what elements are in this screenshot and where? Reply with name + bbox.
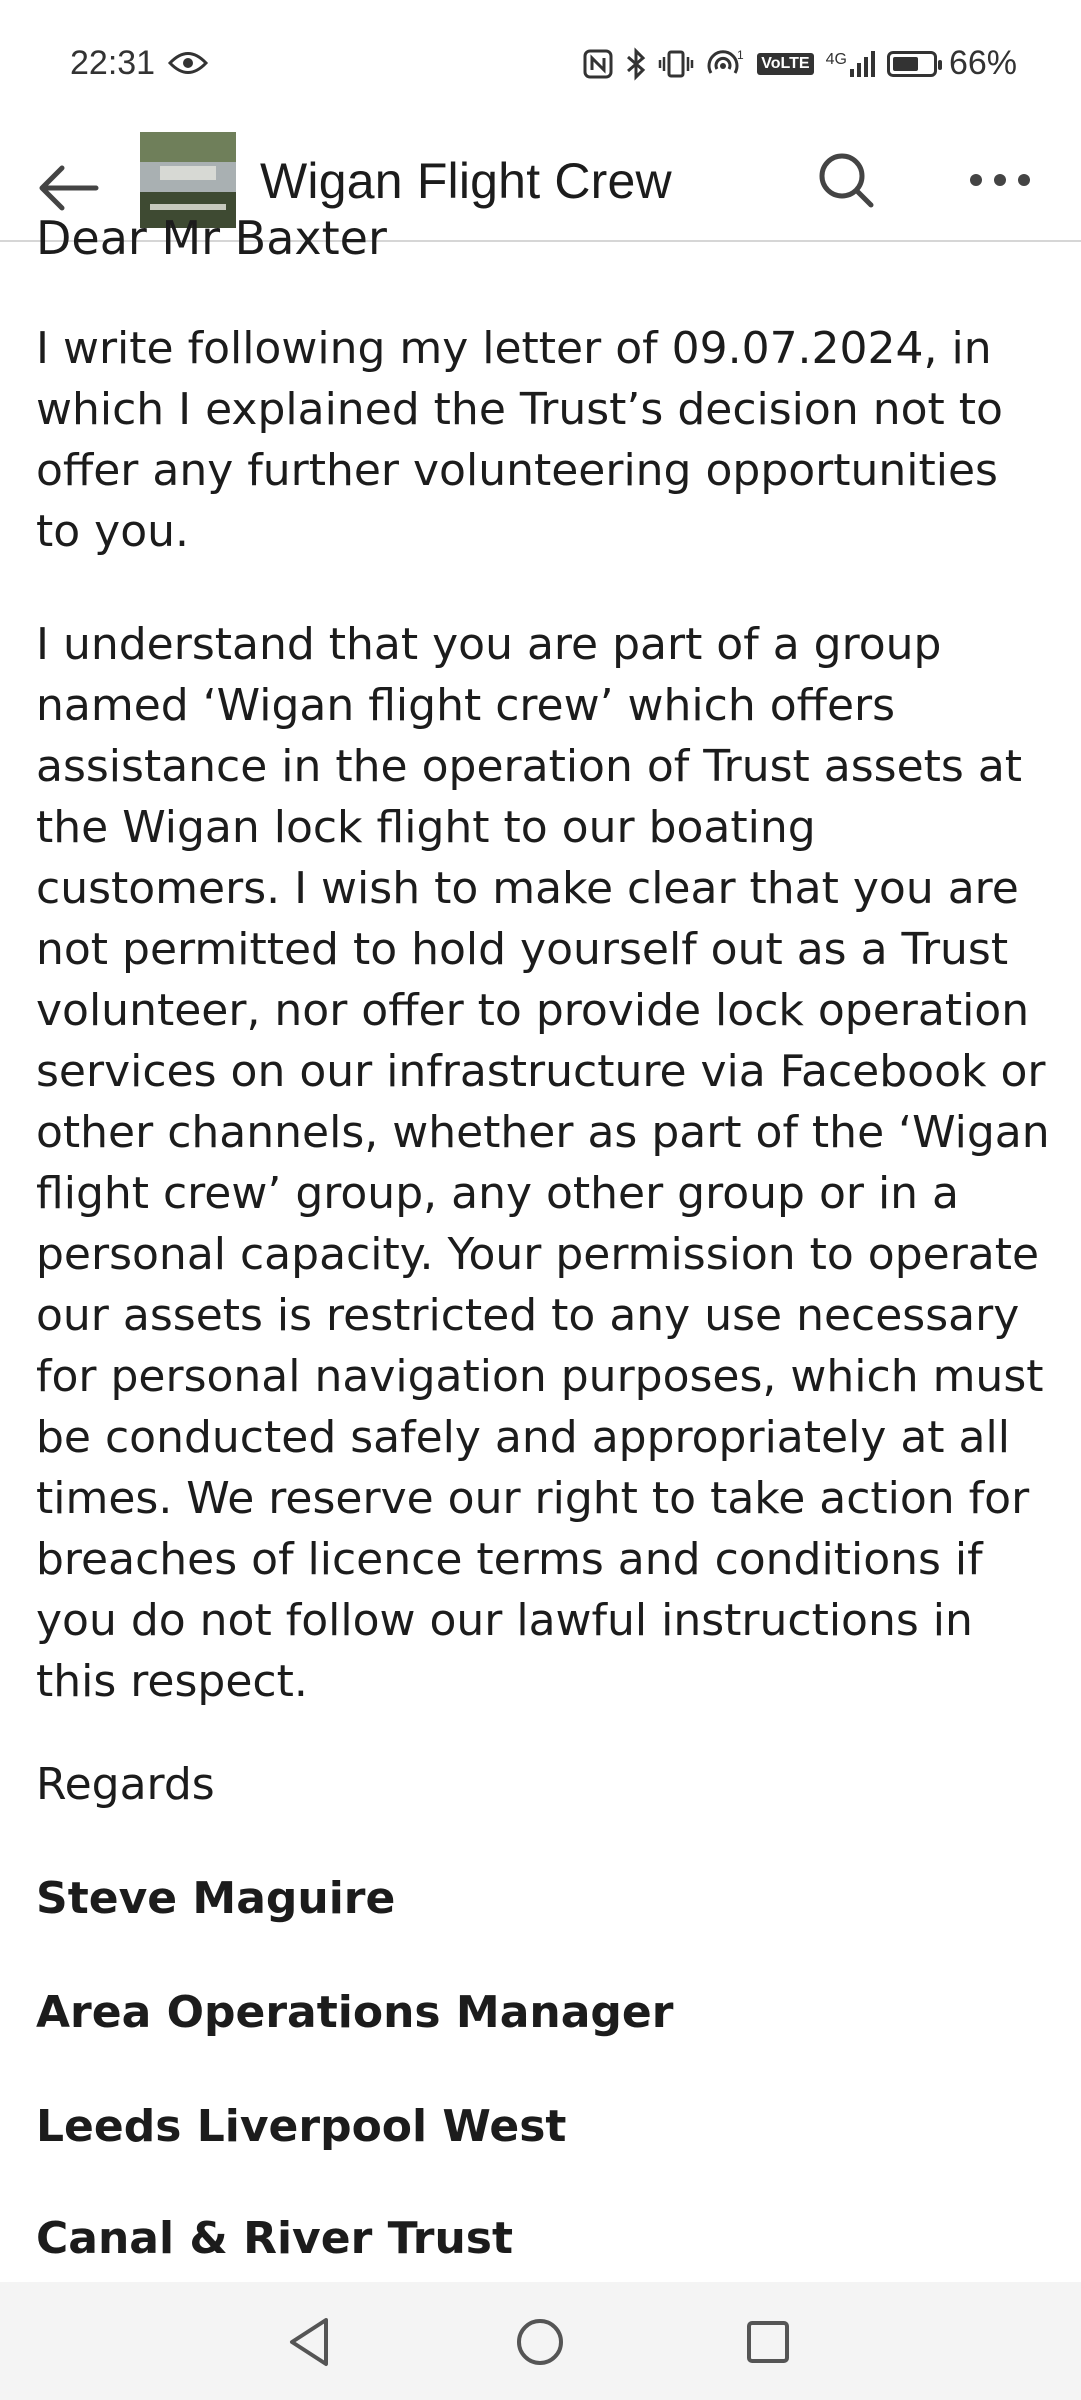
eye-icon [168, 50, 208, 76]
nfc-icon [583, 49, 613, 79]
more-button[interactable] [960, 144, 1040, 216]
battery-icon [887, 51, 937, 77]
nav-recents-button[interactable] [736, 2310, 800, 2374]
group-title[interactable]: Wigan Flight Crew [260, 153, 672, 209]
vibrate-icon [659, 49, 693, 79]
signatory-organisation: Canal & River Trust [36, 2213, 514, 2264]
triangle-back-icon [286, 2316, 334, 2368]
letter-content [36, 211, 1056, 2282]
signal-bar [850, 69, 854, 77]
volte-badge: VoLTE [757, 53, 813, 75]
salutation: Dear Mr Baxter [36, 211, 387, 265]
nav-home-button[interactable] [508, 2310, 572, 2374]
signatory-area: Leeds Liverpool West [36, 2101, 567, 2152]
hotspot-icon [705, 49, 745, 79]
letter-closing: Regards [36, 1759, 215, 1810]
status-bar [0, 0, 1081, 130]
signal-indicator [826, 51, 875, 77]
bluetooth-icon [625, 48, 647, 80]
svg-text:1: 1 [737, 47, 744, 62]
battery-percent: 66% [948, 44, 1017, 82]
square-recents-icon [744, 2318, 792, 2366]
status-time: 22:31 [70, 44, 156, 82]
signatory-role: Area Operations Manager [36, 1987, 674, 2038]
letter-paragraph-2: I understand that you are part of a group named ‘Wigan flight crew’ which offers assistance in the operation of Trust assets at the Wigan lock flight to our boating customers. I wish to make clear that you are not permitted to hold yourself out as a Trust volunteer, nor offer to provide lock operation services on our infrastructure via Facebook or other channels, whether as part of the ‘Wigan flight crew’ group, any other group or in a personal capacity. Your permission to operate our assets is restricted to any use necessary for personal navigation purposes, which must be conducted safely and appropriately at all times. We reserve our right to take action for breaches of licence terms and conditions if you do not follow our lawful instructions in this respect. [36, 619, 1050, 1707]
search-icon [816, 150, 876, 210]
battery-fill [893, 57, 918, 71]
signatory-name: Steve Maguire [36, 1873, 396, 1924]
network-label: 4G [825, 50, 847, 68]
nav-back-button[interactable] [278, 2310, 342, 2374]
more-horizontal-icon [967, 170, 1033, 190]
signal-bar [857, 63, 861, 77]
arrow-left-icon [36, 164, 100, 212]
status-icons [583, 44, 1017, 83]
letter-paragraph-1: I write following my letter of 09.07.2024, in which I explained the Trust’s decision not to offer any further volunteering opportunities to you. [36, 323, 1003, 557]
signal-bar [864, 57, 868, 77]
signal-bar [871, 51, 875, 77]
circle-home-icon [514, 2316, 566, 2368]
search-button[interactable] [810, 144, 882, 216]
navigation-bar [0, 2282, 1081, 2400]
